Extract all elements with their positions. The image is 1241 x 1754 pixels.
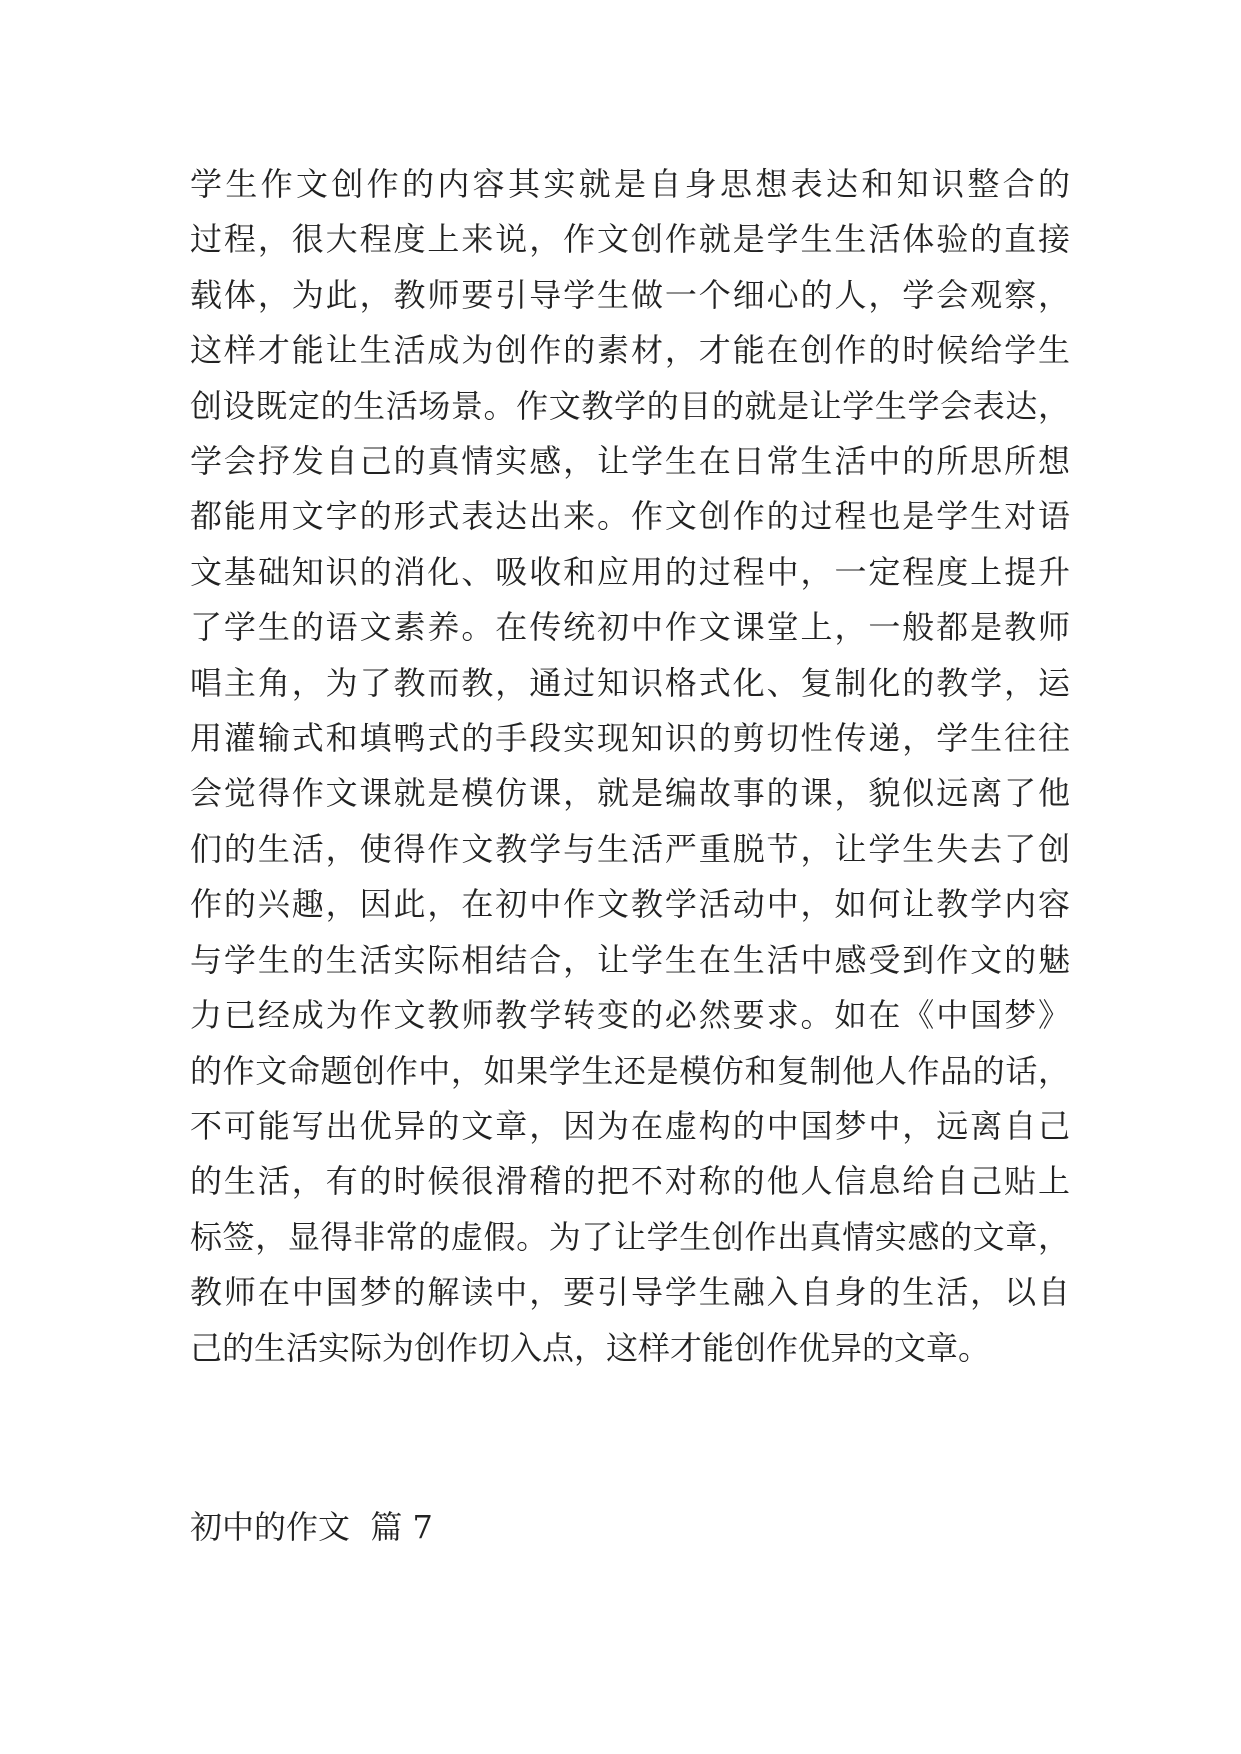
body-paragraph [190, 157, 1070, 1376]
paragraph-line: 们的生活，使得作文教学与生活严重脱节，让学生失去了创 [190, 829, 1070, 868]
paragraph-line: 力已经成为作文教师教学转变的必然要求。如在《中国梦》 [190, 996, 1070, 1035]
paragraph-line: 了学生的语文素养。在传统初中作文课堂上，一般都是教师 [190, 608, 1070, 647]
paragraph-line: 学生作文创作的内容其实就是自身思想表达和知识整合的 [190, 165, 1070, 203]
paragraph-line: 载体，为此，教师要引导学生做一个细心的人，学会观察， [190, 275, 1070, 314]
paragraph-line: 不可能写出优异的文章，因为在虚构的中国梦中，远离自己 [190, 1106, 1070, 1145]
paragraph-line: 这样才能让生活成为创作的素材，才能在创作的时候给学生 [190, 331, 1070, 370]
paragraph-line: 都能用文字的形式表达出来。作文创作的过程也是学生对语 [190, 497, 1070, 536]
paragraph-line: 的作文命题创作中，如果学生还是模仿和复制他人作品的话， [190, 1051, 1070, 1090]
paragraph-line: 文基础知识的消化、吸收和应用的过程中，一定程度上提升 [190, 552, 1070, 591]
paragraph-line: 过程，很大程度上来说，作文创作就是学生生活体验的直接 [190, 220, 1070, 259]
section-heading: 初中的作文 篇 7 [190, 1508, 433, 1546]
paragraph-line: 学会抒发自己的真情实感，让学生在日常生活中的所思所想 [190, 442, 1070, 481]
paragraph-line: 用灌输式和填鸭式的手段实现知识的剪切性传递，学生往往 [190, 719, 1070, 758]
paragraph-line: 的生活，有的时候很滑稽的把不对称的他人信息给自己贴上 [190, 1162, 1070, 1201]
paragraph-line: 唱主角，为了教而教，通过知识格式化、复制化的教学，运 [190, 663, 1070, 702]
paragraph-line: 教师在中国梦的解读中，要引导学生融入自身的生活，以自 [190, 1273, 1070, 1312]
paragraph-line: 作的兴趣，因此，在初中作文教学活动中，如何让教学内容 [190, 885, 1070, 924]
paragraph-line: 己的生活实际为创作切入点，这样才能创作优异的文章。 [190, 1328, 991, 1367]
paragraph-line: 与学生的生活实际相结合，让学生在生活中感受到作文的魅 [190, 940, 1070, 979]
paragraph-line: 标签，显得非常的虚假。为了让学生创作出真情实感的文章， [190, 1217, 1070, 1256]
paragraph-line: 会觉得作文课就是模仿课，就是编故事的课，貌似远离了他 [190, 774, 1070, 813]
paragraph-line: 创设既定的生活场景。作文教学的目的就是让学生学会表达， [190, 386, 1070, 425]
